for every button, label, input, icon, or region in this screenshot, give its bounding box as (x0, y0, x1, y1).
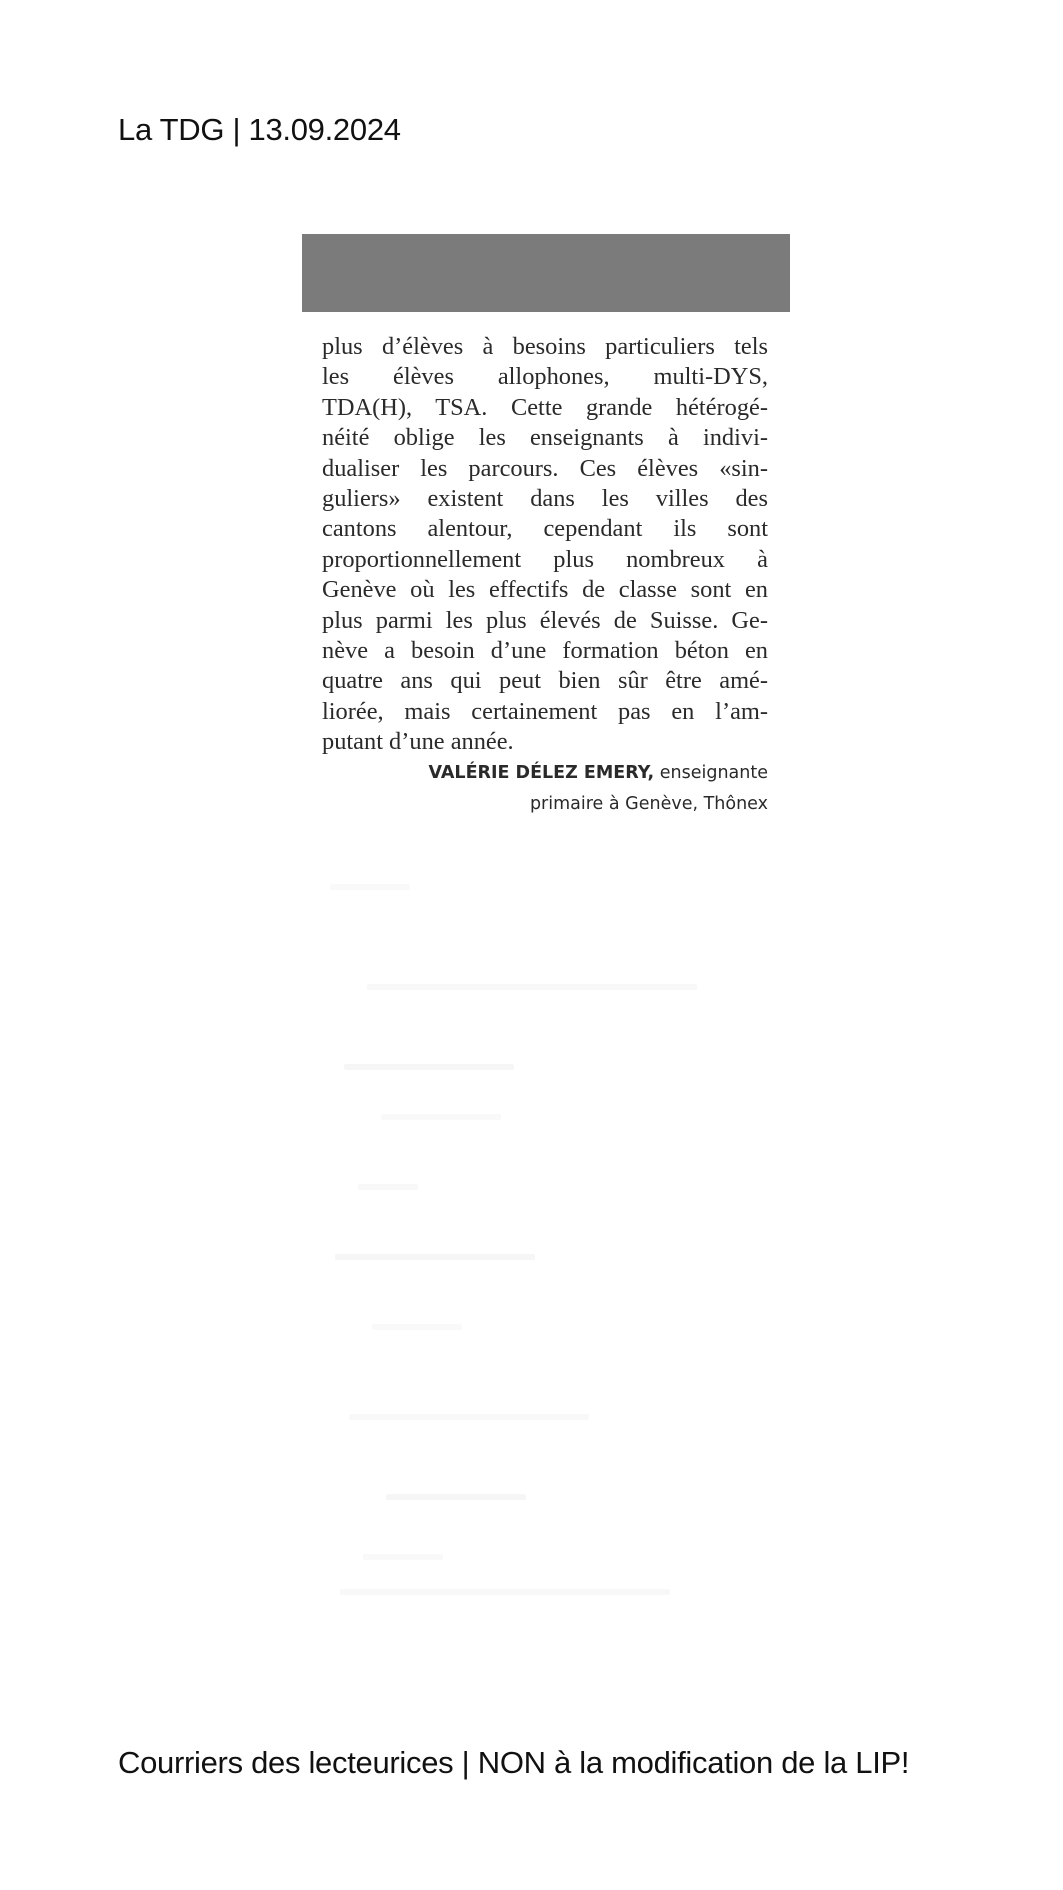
article-line: nève a besoin d’une formation béton en (322, 637, 768, 665)
article-line: dualiser les parcours. Ces élèves «sin- (322, 454, 768, 482)
faded-mark (386, 1494, 526, 1500)
article-line: liorée, mais certainement pas en l’am- (322, 697, 768, 725)
author-location: primaire à Genève, Thônex (529, 794, 768, 814)
faded-mark (367, 984, 697, 990)
article-body (322, 332, 768, 758)
article-line: putant d’une année. (322, 728, 514, 756)
article-line: plus parmi les plus élevés de Suisse. Ge- (322, 606, 768, 634)
faded-text-area (322, 854, 768, 1634)
faded-mark (344, 1064, 514, 1070)
article-line: TDA(H), TSA. Cette grande hétérogé- (322, 393, 768, 421)
signature-line-1 (429, 758, 768, 789)
article-line: Genève où les effectifs de classe sont en (322, 576, 768, 604)
faded-mark (381, 1114, 501, 1120)
article-line: plus d’élèves à besoins particuliers tels (322, 333, 768, 360)
newspaper-clipping (302, 234, 790, 1664)
gray-header-band (302, 234, 790, 312)
article-line: les élèves allophones, multi-DYS, (322, 363, 768, 391)
faded-mark (349, 1414, 589, 1420)
author-signature (429, 758, 768, 820)
page-footer-title: Courriers des lecteurices | NON à la modification de la LIP! (118, 1745, 910, 1780)
author-role: enseignante (654, 763, 768, 783)
faded-mark (340, 1589, 670, 1595)
article-line: quatre ans qui peut bien sûr être amé- (322, 667, 768, 695)
page-header-title: La TDG | 13.09.2024 (118, 112, 401, 147)
article-line: cantons alentour, cependant ils sont (322, 515, 768, 543)
article-line: guliers» existent dans les villes des (322, 485, 768, 513)
article-line: néité oblige les enseignants à indivi- (322, 424, 768, 452)
faded-mark (335, 1254, 535, 1260)
article-line: proportionnellement plus nombreux à (322, 545, 768, 573)
faded-mark (358, 1184, 418, 1190)
author-name: VALÉRIE DÉLEZ EMERY, (428, 763, 655, 783)
faded-mark (372, 1324, 462, 1330)
faded-mark (363, 1554, 443, 1560)
faded-mark (330, 884, 410, 890)
